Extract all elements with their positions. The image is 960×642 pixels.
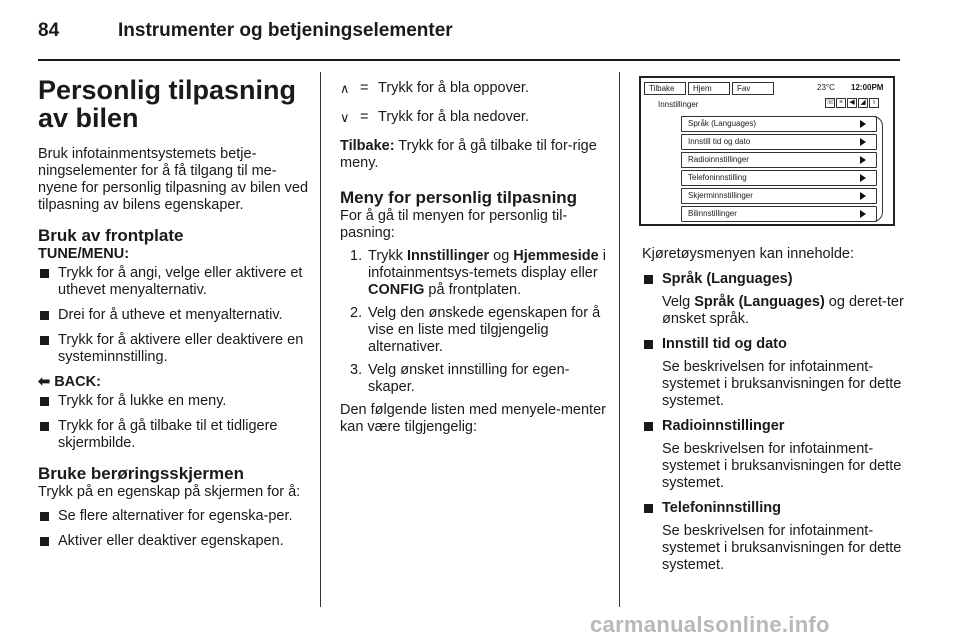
subsection-heading: Bruk av frontplate <box>38 226 184 245</box>
menu-item: Innstill tid og dato <box>681 134 877 150</box>
arrow-right-icon <box>860 210 866 218</box>
vehicle-menu-list <box>642 271 904 574</box>
column-2 <box>340 70 608 436</box>
back-list <box>38 393 310 452</box>
bullet-icon <box>40 269 49 278</box>
intro-paragraph: Bruk infotainmentsystemets betje-ningselementer for å få tilgang til me-nyene for personlig tilpasning av bilen ved tilpasning av bilens egenskaper. <box>38 146 309 213</box>
list-item: Trykk for å angi, velge eller aktivere et uthevet menyalternativ. <box>38 265 310 299</box>
tab-home: Hjem <box>688 82 730 95</box>
back-description: Tilbake: Trykk for å gå tilbake til for-rige meny. <box>340 138 597 171</box>
bullet-icon <box>40 311 49 320</box>
bullet-icon <box>40 537 49 546</box>
list-item: Aktiver eller deaktiver egenskapen. <box>38 533 310 550</box>
list-item: Se flere alternativer for egenska-per. <box>38 508 310 525</box>
chevron-down-icon: ∨ <box>340 110 350 125</box>
bullet-icon <box>40 422 49 431</box>
bullet-icon <box>644 422 653 431</box>
phone-icon: ☏ <box>826 99 835 106</box>
menu-intro: For å gå til menyen for personlig til-pasning: <box>340 208 568 241</box>
arrow-right-icon <box>860 192 866 200</box>
scroll-indicator <box>867 116 883 222</box>
column-1 <box>38 70 310 550</box>
list-item: Språk (Languages) Velg Språk (Languages) og deret-ter ønsket språk. <box>642 271 904 328</box>
menu-item: Skjerminnstillinger <box>681 188 877 204</box>
list-item: Trykk for å lukke en meny. <box>38 393 310 410</box>
scroll-down-row: ∨ = Trykk for å bla nedover. <box>340 109 529 125</box>
watermark: carmanualsonline.info <box>590 612 830 637</box>
list-item: 3. Velg ønsket innstilling for egen-skaper. <box>350 362 570 395</box>
signal-icon: ◢ <box>858 98 868 108</box>
temperature: 23°C <box>817 83 835 92</box>
tune-menu-label: TUNE/MENU: <box>38 246 130 262</box>
section-heading: Personlig tilpasning av bilen <box>38 75 297 133</box>
bullet-icon <box>40 512 49 521</box>
steps-list <box>340 248 608 396</box>
scroll-up-row: ∧ = Trykk for å bla oppover. <box>340 80 529 96</box>
touch-intro: Trykk på en egenskap på skjermen for å: <box>38 484 301 500</box>
mute-icon: × <box>836 98 846 108</box>
subsection-heading: Bruke berøringsskjermen <box>38 464 244 483</box>
bullet-icon <box>644 275 653 284</box>
page-header <box>38 20 918 50</box>
column-divider <box>320 72 321 607</box>
arrow-right-icon <box>860 120 866 128</box>
page-title: Instrumenter og betjeningselementer <box>118 20 453 41</box>
tab-fav: Fav <box>732 82 774 95</box>
arrow-right-icon <box>860 156 866 164</box>
bullet-icon <box>644 340 653 349</box>
page-number: 84 <box>38 20 60 41</box>
tune-list <box>38 265 310 366</box>
bullet-icon <box>40 336 49 345</box>
clock: 12:00PM <box>851 83 884 92</box>
status-icons <box>824 98 879 108</box>
menu-item: Språk (Languages) <box>681 116 877 132</box>
list-item: 1. Trykk Innstillinger og Hjemmeside i infotainmentsys-temets display eller CONFIG på frontplaten. <box>350 248 606 298</box>
list-item: Telefoninnstilling Se beskrivelsen for infotainment-systemet i bruksanvisningen for dette systemet. <box>642 500 904 574</box>
settings-menu <box>681 116 877 224</box>
header-rule <box>38 59 900 61</box>
back-label: ⬅ BACK: <box>38 374 101 390</box>
menu-item: Bilinnstillinger <box>681 206 877 222</box>
back-arrow-icon: ⬅ <box>38 374 55 390</box>
list-item: Innstill tid og dato Se beskrivelsen for infotainment-systemet i bruksanvisningen for dette systemet. <box>642 336 904 410</box>
chevron-up-icon: ∧ <box>340 81 350 96</box>
info-icon: i <box>869 98 879 108</box>
settings-screen-illustration <box>639 76 895 226</box>
outro-paragraph: Den følgende listen med menyele-menter kan være tilgjengelig: <box>340 402 606 435</box>
arrow-right-icon <box>860 174 866 182</box>
bullet-icon <box>40 397 49 406</box>
arrow-right-icon <box>860 138 866 146</box>
subsection-heading: Meny for personlig tilpasning <box>340 188 578 207</box>
list-item: Trykk for å aktivere eller deaktivere en systeminnstilling. <box>38 332 310 366</box>
list-item: Drei for å utheve et menyalternativ. <box>38 307 310 324</box>
touch-list <box>38 508 310 550</box>
list-item: Trykk for å gå tilbake til et tidligere skjermbilde. <box>38 418 310 452</box>
column-divider <box>619 72 620 607</box>
bullet-icon <box>644 504 653 513</box>
menu-item: Telefoninnstilling <box>681 170 877 186</box>
list-item: 2. Velg den ønskede egenskapen for å vise en liste med tilgjengelig alternativer. <box>350 305 601 355</box>
column-3 <box>642 246 904 574</box>
screen-tabs <box>644 82 776 95</box>
tab-back: Tilbake <box>644 82 686 95</box>
menu-item: Radioinnstillinger <box>681 152 877 168</box>
list-item: Radioinnstillinger Se beskrivelsen for infotainment-systemet i bruksanvisningen for dette systemet. <box>642 418 904 492</box>
vehicle-menu-intro: Kjøretøysmenyen kan inneholde: <box>642 246 854 262</box>
screen-title: Innstillinger <box>658 100 699 109</box>
speaker-icon: ◀ <box>847 98 857 108</box>
